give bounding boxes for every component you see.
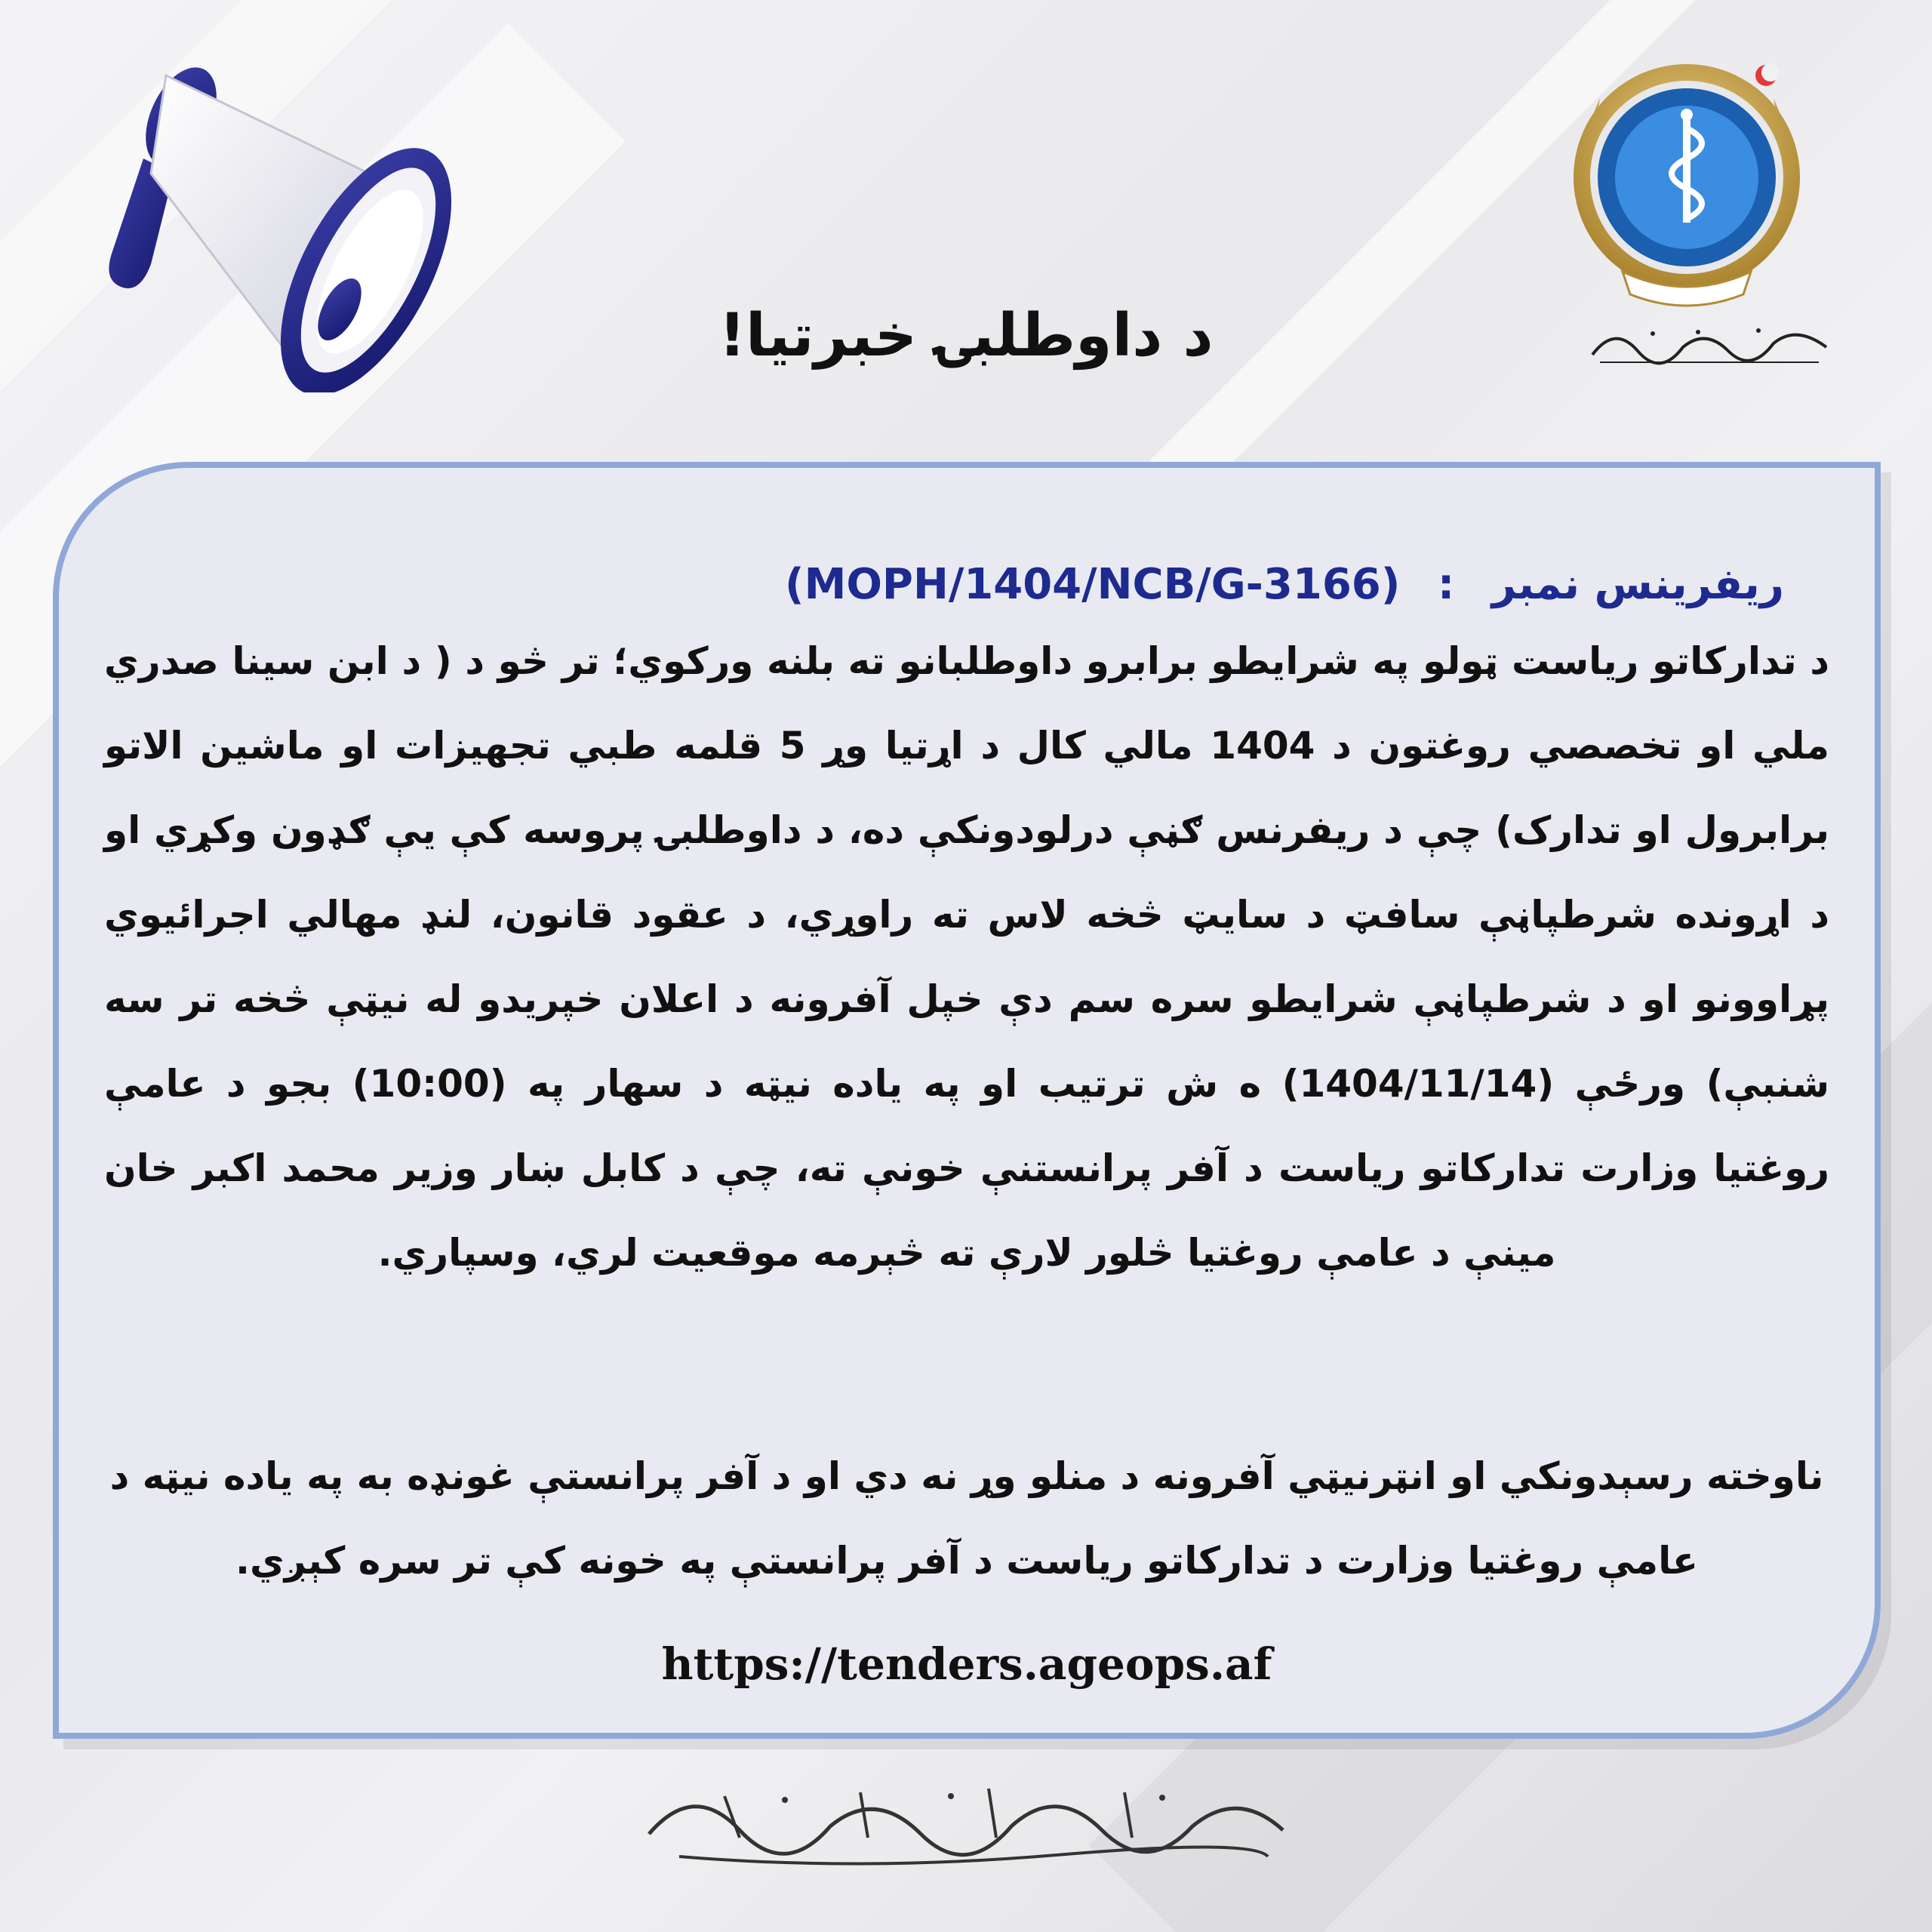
megaphone-icon (68, 45, 491, 392)
notice-body: د تدارکاتو ریاست ټولو په شرایطو برابرو داوطلبانو ته بلنه ورکوي؛ تر څو د ( د ابن سینا صدري ملي او تخصصي روغتون د 1404 مالي کال د اړتیا وړ 5 قلمه طبي تجهیزات او ماشین الاتو برابرول او تدارک) چې د ریفرنس ګڼې درلودونکې ده، د داوطلبۍ پروسه کې یې ګډون وکړي او د اړونده شرطپاڼې سافټ د سایټ څخه لاس ته راوړي، د عقود قانون، لنډ مهالي اجرائیوي پړاوونو او د شرطپاڼې شرایطو سره سم دې خپل آفرونه د اعلان خپریدو له نیټې څخه تر سه شنبې) ورځې (1404/11/14) ه ش ترتیب او په یاده نیټه د سهار په (10:00) بجو د عامې روغتیا وزارت تدارکاتو ریاست د آفر پرانستنې خونې ته، چې د کابل ښار وزیر محمد اکبر خان مینې د عامې روغتیا څلور لارې ته څېرمه موقعیت لري، وسپاري. (104, 639, 1830, 1275)
website-link[interactable]: https://tenders.ageops.af (661, 1638, 1272, 1690)
footer-calligraphy-signature (634, 1766, 1298, 1879)
reference-label: ریفرینس نمبر (1491, 560, 1784, 609)
notice-title: د داوطلبۍ خبرتیا! (718, 302, 1214, 370)
reference-number: (MOPH/1404/NCB/G-3166) (785, 560, 1401, 609)
notice-card (53, 462, 1881, 1739)
ministry-emblem-icon (1555, 45, 1819, 317)
notice-note: ناوخته رسېدونکي او انټرنیټي آفرونه د منلو وړ نه دي او د آفر پرانستې غونډه به په یاده نیټه د عامې روغتیا وزارت د تدارکاتو ریاست د آفر پرانستې په خونه کې تر سره کېږي. (109, 1454, 1824, 1583)
ministry-calligraphy-signature (1585, 317, 1834, 370)
reference-colon: : (1437, 560, 1455, 609)
reference-line (124, 551, 1784, 619)
